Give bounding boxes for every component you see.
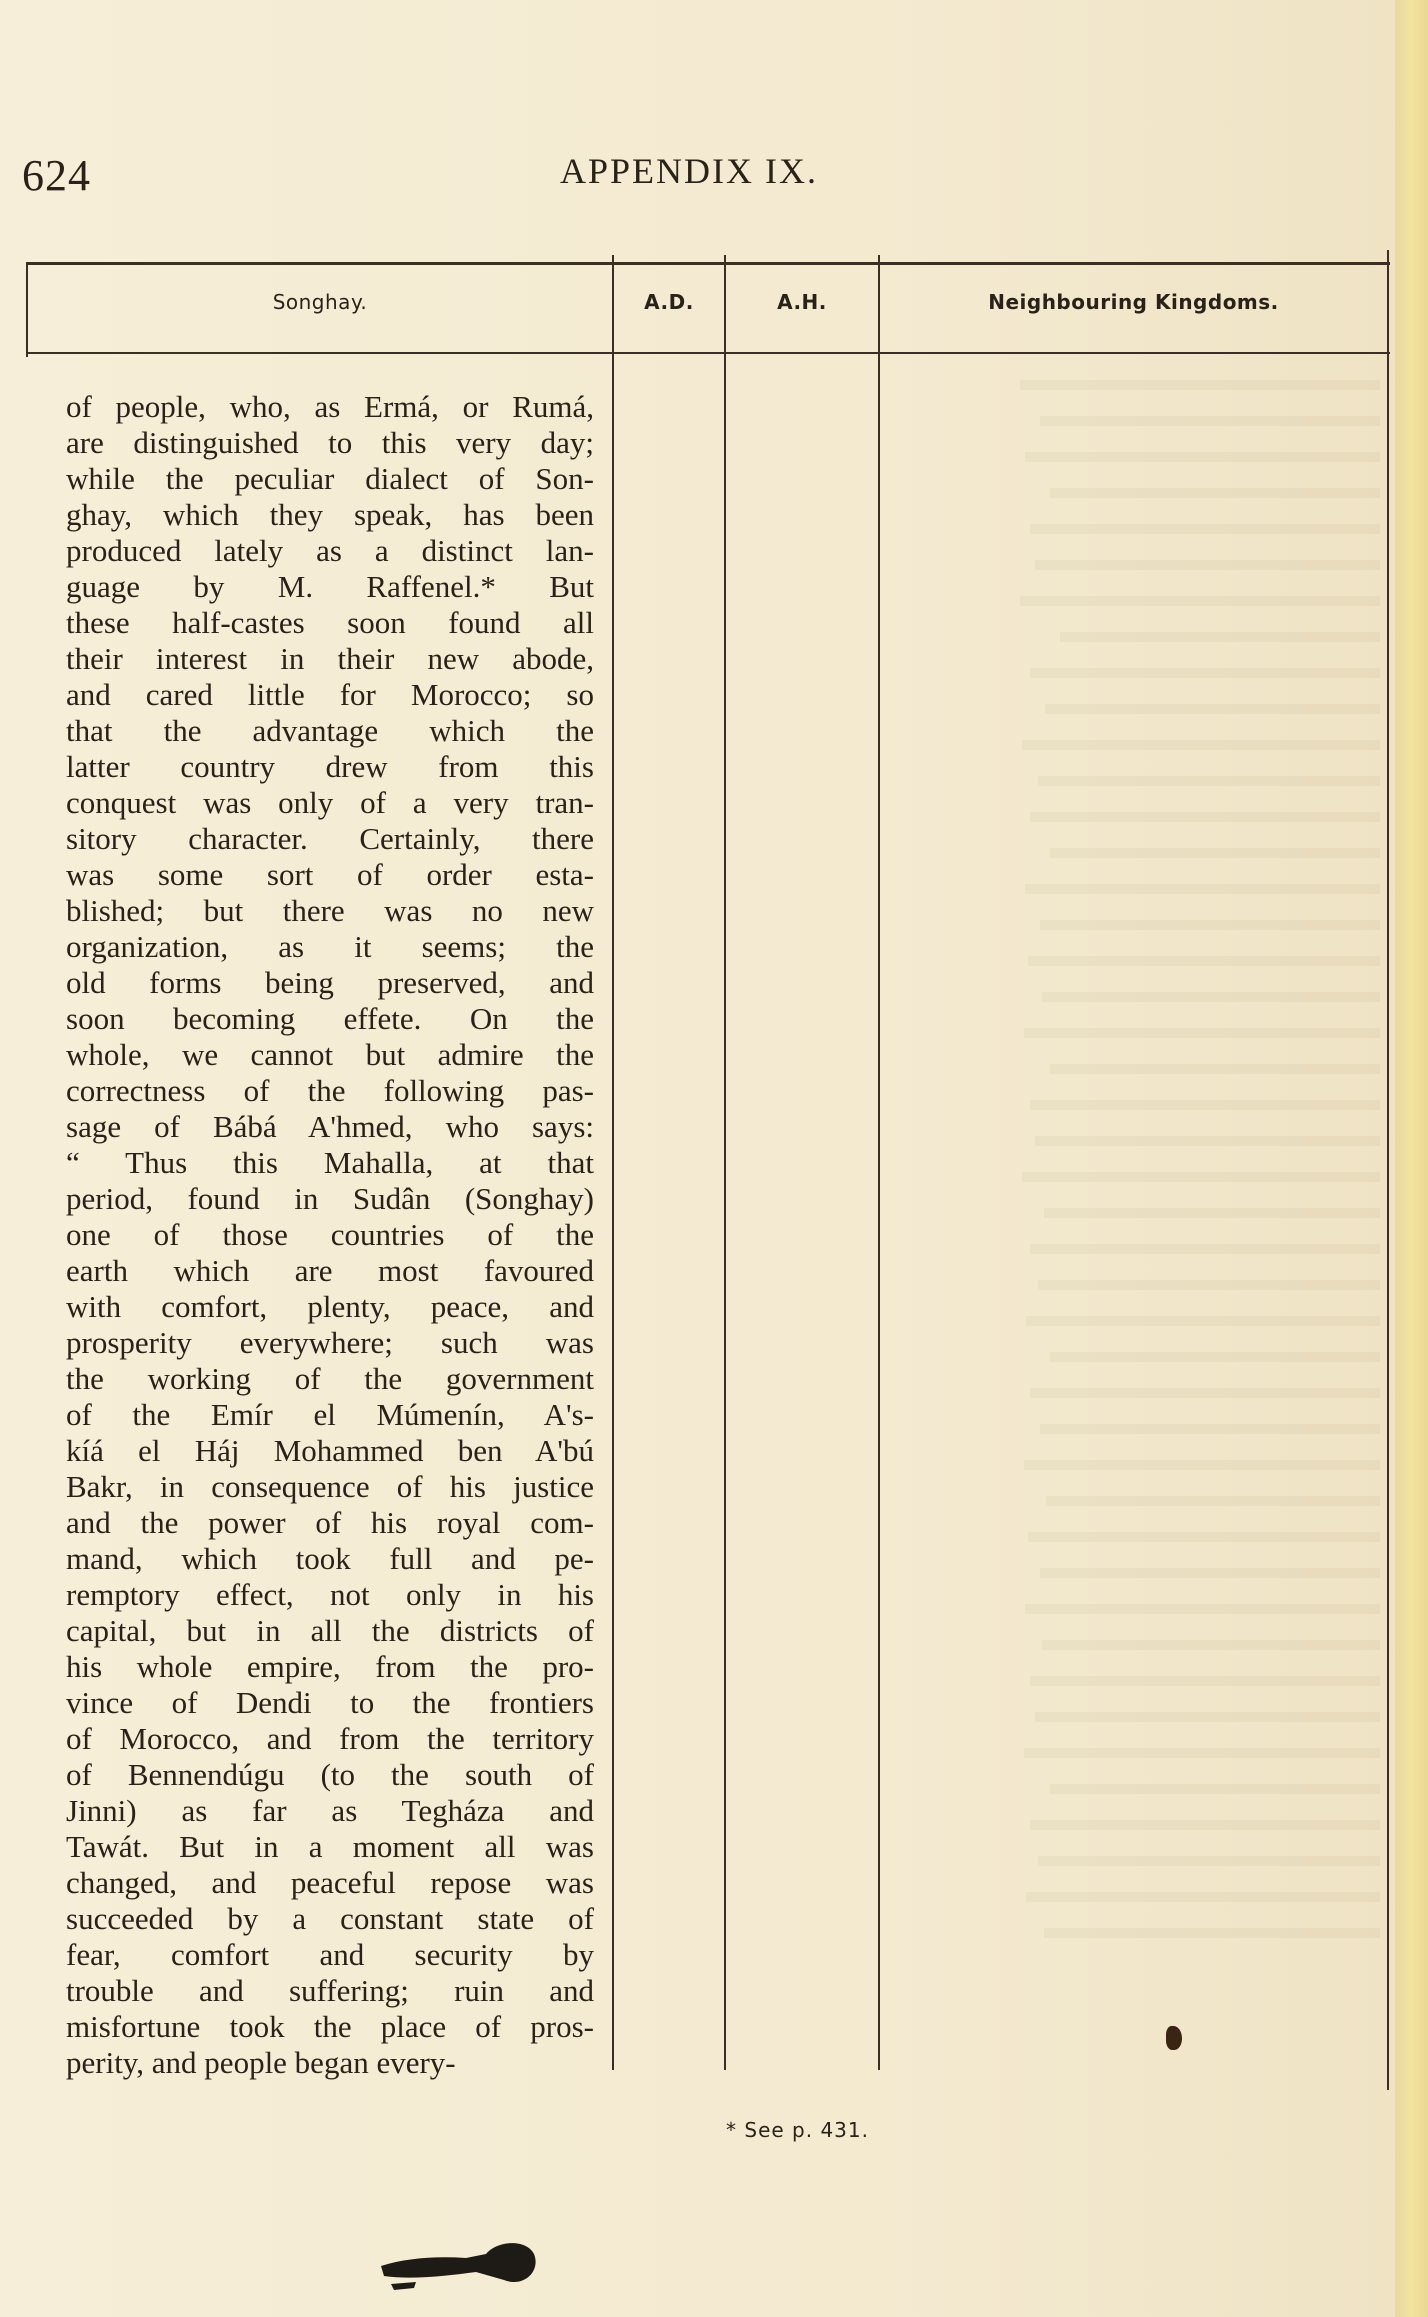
text-line: period, found in Sudân (Songhay) — [66, 1181, 594, 1216]
text-line: capital, but in all the districts of — [66, 1613, 594, 1648]
text-line: kíá el Háj Mohammed ben A'bú — [66, 1433, 594, 1468]
text-line: and the power of his royal com- — [66, 1505, 594, 1540]
text-line: earth which are most favoured — [66, 1253, 594, 1288]
text-line: “ Thus this Mahalla, at that — [66, 1145, 594, 1180]
table-right-rule — [1387, 250, 1389, 2090]
footnote-text: * See p. 431. — [726, 2118, 869, 2142]
page-edge — [1395, 0, 1428, 2317]
text-line: whole, we cannot but admire the — [66, 1037, 594, 1072]
table-header-rule — [26, 352, 1390, 354]
text-line: sitory character. Certainly, there — [66, 821, 594, 856]
text-line: the working of the government — [66, 1361, 594, 1396]
column-header-ah: A.H. — [777, 290, 827, 314]
column-header-songhay: Songhay. — [272, 290, 368, 314]
text-line: perity, and people began every- — [66, 2045, 456, 2080]
text-line: Jinni) as far as Tegháza and — [66, 1793, 594, 1828]
text-line: misfortune took the place of pros- — [66, 2009, 594, 2044]
column-divider-1 — [612, 255, 614, 2070]
column-divider-2 — [724, 255, 726, 2070]
text-line: was some sort of order esta- — [66, 857, 594, 892]
text-line: organization, as it seems; the — [66, 929, 594, 964]
text-line: Tawát. But in a moment all was — [66, 1829, 594, 1864]
text-line: sage of Bábá A'hmed, who says: — [66, 1109, 594, 1144]
text-line: trouble and suffering; ruin and — [66, 1973, 594, 2008]
column-header-ad: A.D. — [644, 290, 694, 314]
text-line: one of those countries of the — [66, 1217, 594, 1252]
ink-blot — [1166, 2026, 1182, 2050]
text-line: of Morocco, and from the territory — [66, 1721, 594, 1756]
column-divider-3 — [878, 255, 880, 2070]
text-line: their interest in their new abode, — [66, 641, 594, 676]
column-header-neighbouring-kingdoms: Neighbouring Kingdoms. — [988, 290, 1279, 314]
text-line: fear, comfort and security by — [66, 1937, 594, 1972]
text-line: these half-castes soon found all — [66, 605, 594, 640]
text-line: guage by M. Raffenel.* But — [66, 569, 594, 604]
text-line: mand, which took full and pe- — [66, 1541, 594, 1576]
text-line: conquest was only of a very tran- — [66, 785, 594, 820]
text-line: produced lately as a distinct lan- — [66, 533, 594, 568]
text-line: of the Emír el Múmenín, A's- — [66, 1397, 594, 1432]
text-line: while the peculiar dialect of Son- — [66, 461, 594, 496]
bleed-through — [1000, 120, 1380, 2028]
songhay-column-text — [66, 389, 594, 2081]
text-line: ghay, which they speak, has been — [66, 497, 594, 532]
text-line: of people, who, as Ermá, or Rumá, — [66, 389, 594, 424]
text-line: soon becoming effete. On the — [66, 1001, 594, 1036]
text-line: vince of Dendi to the frontiers — [66, 1685, 594, 1720]
text-line: his whole empire, from the pro- — [66, 1649, 594, 1684]
text-line: latter country drew from this — [66, 749, 594, 784]
text-line: old forms being preserved, and — [66, 965, 594, 1000]
text-line: blished; but there was no new — [66, 893, 594, 928]
text-line: that the advantage which the — [66, 713, 594, 748]
page-number: 624 — [22, 151, 91, 200]
text-line: changed, and peaceful repose was — [66, 1865, 594, 1900]
running-head: APPENDIX IX. — [560, 151, 818, 191]
text-line: and cared little for Morocco; so — [66, 677, 594, 712]
text-line: with comfort, plenty, peace, and — [66, 1289, 594, 1324]
text-line: of Bennendúgu (to the south of — [66, 1757, 594, 1792]
text-line: prosperity everywhere; such was — [66, 1325, 594, 1360]
text-line: remptory effect, not only in his — [66, 1577, 594, 1612]
ink-smudge-ornament — [376, 2236, 546, 2296]
table-top-rule — [26, 262, 1390, 265]
text-line: succeeded by a constant state of — [66, 1901, 594, 1936]
text-line: correctness of the following pas- — [66, 1073, 594, 1108]
footnote — [0, 2118, 1395, 2142]
text-line: are distinguished to this very day; — [66, 425, 594, 460]
text-line: Bakr, in consequence of his justice — [66, 1469, 594, 1504]
bleed-through-texture — [1000, 120, 1380, 2020]
